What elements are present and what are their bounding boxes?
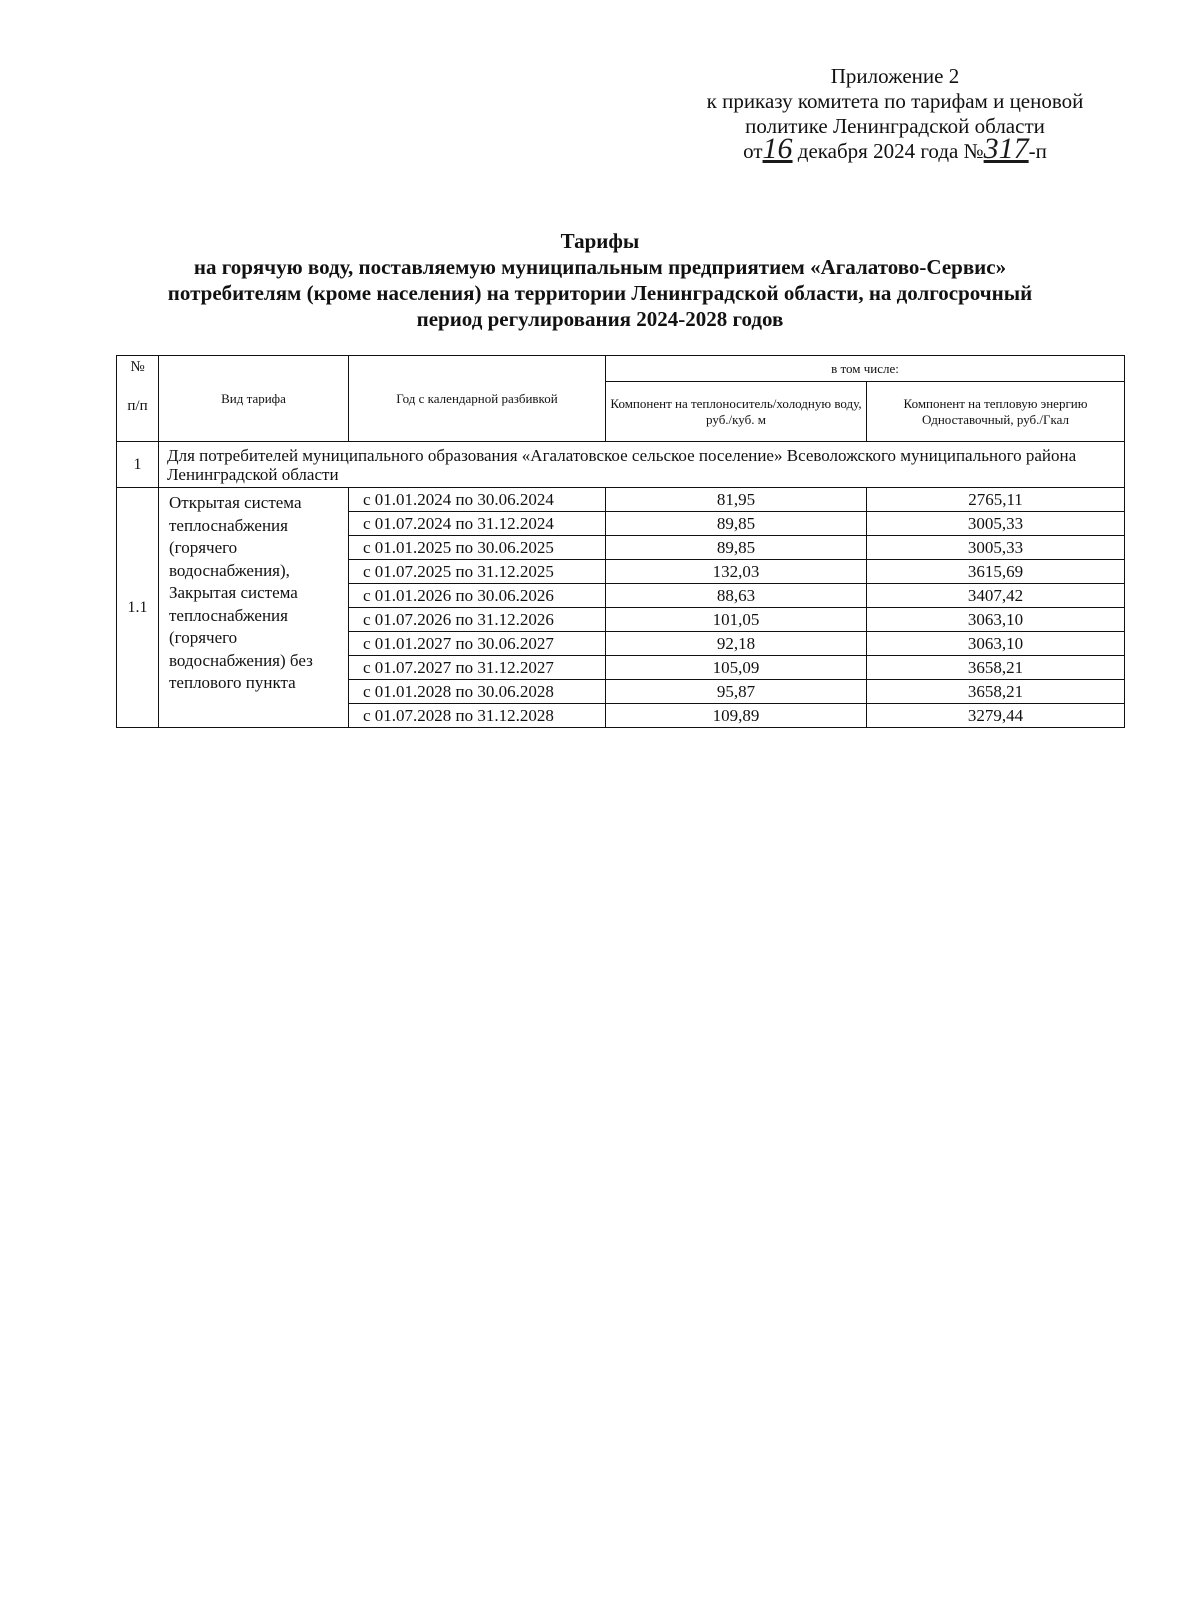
- heat-component-cell: 3407,42: [867, 584, 1125, 608]
- period-cell: с 01.07.2028 по 31.12.2028: [349, 704, 606, 728]
- order-prefix: от: [743, 139, 763, 163]
- group-tariff-type: Открытая система теплоснабжения (горячего водоснабжения), Закрытая система теплоснабжения (горячего водоснабжения) без теплового пункта: [159, 488, 349, 728]
- period-cell: с 01.07.2024 по 31.12.2024: [349, 512, 606, 536]
- appendix-line-1: Приложение 2: [830, 64, 960, 88]
- header-tariff-type: Вид тарифа: [159, 356, 349, 442]
- order-day-handwritten: 16: [762, 132, 793, 165]
- water-component-cell: 101,05: [606, 608, 867, 632]
- title-line-2: на горячую воду, поставляемую муниципальным предприятием «Агалатово-Сервис»: [193, 255, 1007, 279]
- header-component-water: Компонент на теплоноситель/холодную воду, руб./куб. м: [606, 382, 867, 442]
- water-component-cell: 89,85: [606, 536, 867, 560]
- period-cell: с 01.01.2024 по 30.06.2024: [349, 488, 606, 512]
- order-suffix: -п: [1028, 139, 1047, 163]
- heat-component-cell: 3615,69: [867, 560, 1125, 584]
- appendix-header: [640, 64, 1150, 164]
- period-cell: с 01.07.2026 по 31.12.2026: [349, 608, 606, 632]
- heat-component-cell: 3658,21: [867, 656, 1125, 680]
- heat-component-cell: 2765,11: [867, 488, 1125, 512]
- heat-component-cell: 3063,10: [867, 608, 1125, 632]
- period-cell: с 01.01.2026 по 30.06.2026: [349, 584, 606, 608]
- heat-component-cell: 3005,33: [867, 536, 1125, 560]
- water-component-cell: 88,63: [606, 584, 867, 608]
- water-component-cell: 89,85: [606, 512, 867, 536]
- heat-component-cell: 3005,33: [867, 512, 1125, 536]
- water-component-cell: 132,03: [606, 560, 867, 584]
- period-cell: с 01.07.2027 по 31.12.2027: [349, 656, 606, 680]
- appendix-line-3: политике Ленинградской области: [745, 114, 1045, 138]
- water-component-cell: 109,89: [606, 704, 867, 728]
- water-component-cell: 81,95: [606, 488, 867, 512]
- period-cell: с 01.07.2025 по 31.12.2025: [349, 560, 606, 584]
- title-line-4: период регулирования 2024-2028 годов: [416, 307, 784, 331]
- header-year: Год с календарной разбивкой: [349, 356, 606, 442]
- header-num-bottom: п/п: [127, 398, 148, 414]
- section-title: Для потребителей муниципального образования «Агалатовское сельское поселение» Всеволожского муниципального района Ленинградской области: [159, 442, 1125, 488]
- title-line-3: потребителям (кроме населения) на территории Ленинградской области, на долгосрочный: [167, 281, 1033, 305]
- water-component-cell: 105,09: [606, 656, 867, 680]
- header-component-heat: Компонент на тепловую энергию Одноставочный, руб./Гкал: [867, 382, 1125, 442]
- heat-component-cell: 3658,21: [867, 680, 1125, 704]
- appendix-line-2: к приказу комитета по тарифам и ценовой: [706, 89, 1084, 113]
- order-middle: декабря 2024 года №: [797, 139, 984, 163]
- order-line: [640, 132, 1150, 165]
- table-row: [117, 488, 1125, 512]
- header-num-top: №: [130, 359, 145, 375]
- title-line-1: Тарифы: [560, 229, 640, 253]
- header-including: в том числе:: [606, 356, 1125, 382]
- period-cell: с 01.01.2027 по 30.06.2027: [349, 632, 606, 656]
- heat-component-cell: 3063,10: [867, 632, 1125, 656]
- tariff-table: [116, 355, 1125, 728]
- heat-component-cell: 3279,44: [867, 704, 1125, 728]
- period-cell: с 01.01.2025 по 30.06.2025: [349, 536, 606, 560]
- group-num: 1.1: [117, 488, 159, 728]
- water-component-cell: 92,18: [606, 632, 867, 656]
- header-num: [117, 356, 159, 442]
- document-title: [100, 228, 1100, 332]
- water-component-cell: 95,87: [606, 680, 867, 704]
- period-cell: с 01.01.2028 по 30.06.2028: [349, 680, 606, 704]
- section-num: 1: [117, 442, 159, 488]
- order-number-handwritten: 317: [983, 132, 1029, 165]
